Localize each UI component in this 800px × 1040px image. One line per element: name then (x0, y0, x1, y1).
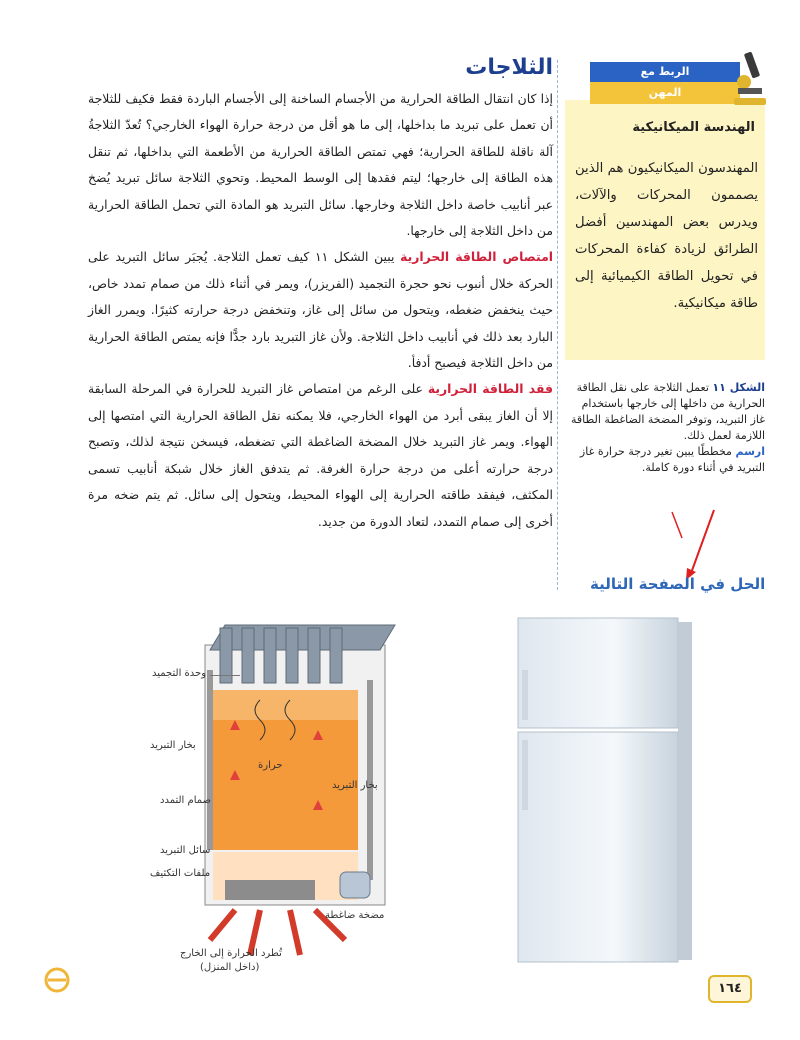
caption-draw-word: ارسم (735, 445, 765, 458)
paragraph-1: إذا كان انتقال الطاقة الحرارية من الأجسام الساخنة إلى الأجسام الباردة فقط فكيف للثلاجة أن تعمل على تبريد ما بداخلها، إلى ما هو أقل من درجة حرارة الهواء الخارجي؟ تُعدّ الثلاجةُ آلة ناقلة للطاقة الحرارية؛ فهي تمتص الطاقة الحرارية من الأطعمة التي بداخلها، ثم تنقل هذه الطاقة إلى خارجها؛ ليتم فقدها إلى الوسط المحيط. وتحوي الثلاجة سائل تبريد يُضخ عبر أنابيب خاصة داخل الثلاجة وخارجها. سائل التبريد هو المادة التي تحمل الطاقة الحرارية من داخل الثلاجة إلى خارجها. (88, 91, 553, 239)
section-title: الثلاجات (465, 55, 553, 80)
caption-draw-text: مخططًا يبين تغير درجة حرارة غاز التبريد في أثناء دورة كاملة. (579, 445, 765, 474)
label-vapor-left: بخار التبريد (150, 740, 196, 751)
keyword-heat-loss: فقد الطاقة الحرارية (427, 381, 553, 397)
label-expansion-valve: صمام التمدد (160, 795, 212, 806)
refrigerator-cutaway-diagram (150, 610, 400, 980)
refrigerator-photo (500, 610, 710, 970)
paragraph-2-body: يبين الشكل ١١ كيف تعمل الثلاجة. يُجبَر سائل التبريد على الحركة خلال أنبوب نحو حجرة التجميد (الفريزر)، ويمر في أثناء ذلك من صمام تمدد خاص، حيث ينخفض ضغطه، ويتحول من سائل إلى غاز، وتنخفض درجة حرارته كثيرًا. ويمرر الغاز البارد بعد ذلك في أنابيب داخل الثلاجة. ولأن غاز التبريد بارد جدًّا فإنه يمتص الطاقة الحرارية من داخل الثلاجة فيصبح أدفأ. (88, 249, 553, 371)
main-text-column (88, 55, 553, 535)
caption-text: تعمل الثلاجة على نقل الطاقة الحرارية من داخلها إلى خارجها باستخدام غاز التبريد، وتوفر المضخة الضاغطة الطاقة اللازمة لعمل ذلك. (571, 381, 765, 442)
label-compressor: مضخة ضاغطة (325, 910, 385, 921)
label-heat-out-1: تُطرد الحرارة إلى الخارج (180, 948, 282, 959)
side-title: الهندسة الميكانيكية (632, 120, 755, 135)
microscope-icon (730, 48, 770, 108)
paragraph-3-body: على الرغم من امتصاص غاز التبريد للحرارة في المرحلة السابقة إلا أن الغاز يبقى أبرد من الهواء الخارجي، فلا يمكنه نقل الطاقة الحرارية التي امتصها إلى الهواء. ويمر غاز التبريد خلال المضخة الضاغطة التي تضغطه، فيسخن نتيجة لذلك، وتصبح درجة حرارته أعلى من درجة حرارة الغرفة. ثم يتدفق الغاز خلال شبكة أنابيب تسمى المكثف، فيفقد طاقته الحرارية إلى الهواء المحيط، ويتحول إلى سائل. ثم يتم ضخه مرة أخرى إلى صمام التمدد، لتعاد الدورة من جديد. (88, 381, 553, 529)
caption-label: الشكل ١١ (712, 381, 765, 394)
badge-top: الربط مع (590, 62, 740, 82)
paragraph-3 (88, 376, 553, 534)
label-heat-out-2: (داخل المنزل) (200, 962, 260, 973)
column-divider (557, 60, 558, 590)
label-heat: حرارة (258, 760, 283, 771)
figure-caption (565, 380, 765, 476)
label-vapor-right: بخار التبريد (332, 780, 378, 791)
label-condenser-coils: ملفات التكثيف (150, 868, 211, 879)
keyword-heat-absorption: امتصاص الطاقة الحرارية (400, 249, 553, 265)
badge-bottom: المهن (590, 82, 740, 104)
paragraph-2 (88, 244, 553, 376)
page-number: ١٦٤ (708, 975, 752, 1003)
label-coolant-liquid: سائل التبريد (160, 845, 211, 856)
label-freezer-unit: وحدة التجميد (152, 668, 207, 679)
logo-icon (40, 965, 74, 995)
side-text: المهندسون الميكانيكيون هم الذين يصممون المحركات والآلات، ويدرس بعض المهندسين أفضل الطرائق لزيادة كفاءة المحركات في تحويل الطاقة الكيميائية إلى طاقة ميكانيكية. (575, 161, 758, 311)
solution-note: الحل في الصفحة التالية (590, 575, 766, 593)
